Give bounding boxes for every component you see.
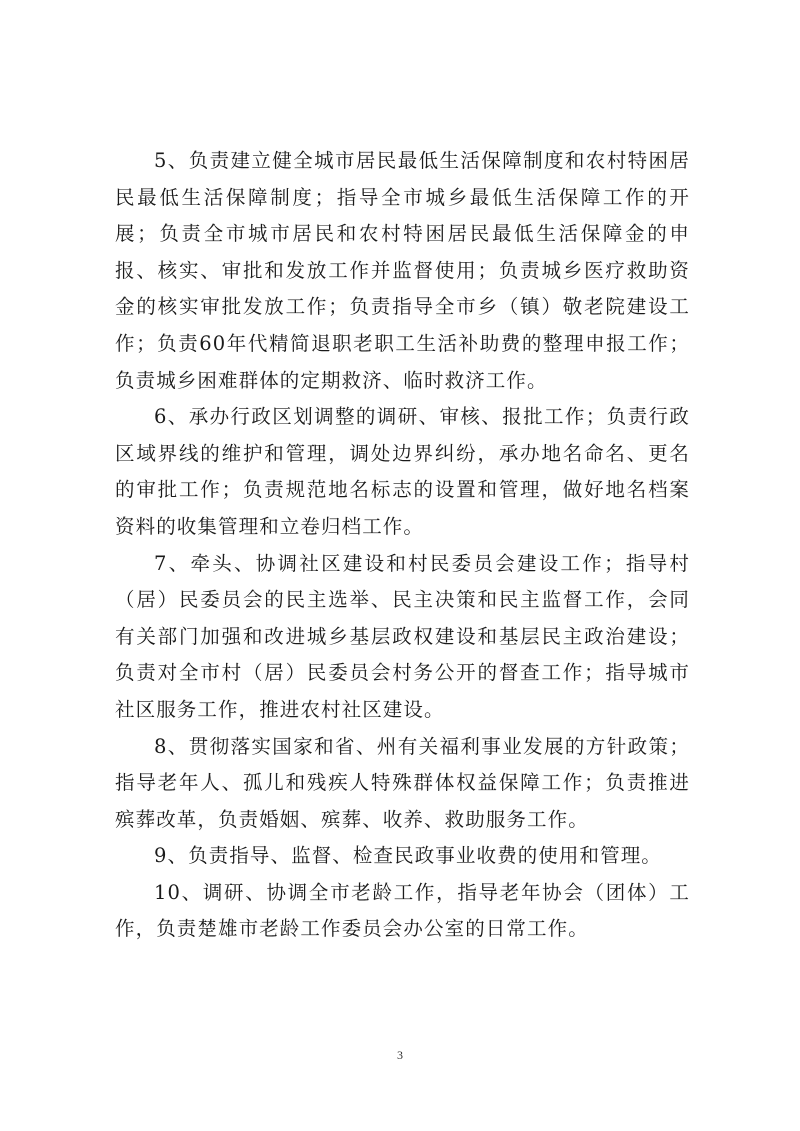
document-body [115,143,690,948]
paragraph-item-9: 9、负责指导、监督、检查民政事业收费的使用和管理。 [154,844,662,868]
page-number: 3 [397,1048,403,1062]
paragraph-item-8: 8、贯彻落实国家和省、州有关福利事业发展的方针政策；指导老年人、孤儿和残疾人特殊群体权益保障工作；负责推进殡葬改革，负责婚姻、殡葬、收养、救助服务工作。 [115,734,690,831]
paragraph-item-7: 7、牵头、协调社区建设和村民委员会建设工作；指导村（居）民委员会的民主选举、民主决策和民主监督工作，会同有关部门加强和改进城乡基层政权建设和基层民主政治建设；负责对全市村（居）民委员会村务公开的督查工作；指导城市社区服务工作，推进农村社区建设。 [115,551,690,721]
paragraph-item-6: 6、承办行政区划调整的调研、审核、报批工作；负责行政区域界线的维护和管理，调处边界纠纷，承办地名命名、更名的审批工作；负责规范地名标志的设置和管理，做好地名档案资料的收集管理和立卷归档工作。 [115,405,690,538]
paragraph-item-10: 10、调研、协调全市老龄工作，指导老年协会（团体）工作，负责楚雄市老龄工作委员会办公室的日常工作。 [115,880,690,941]
paragraph-item-5: 5、负责建立健全城市居民最低生活保障制度和农村特困居民最低生活保障制度；指导全市城乡最低生活保障工作的开展；负责全市城市居民和农村特困居民最低生活保障金的申报、核实、审批和发放工作并监督使用；负责城乡医疗救助资金的核实审批发放工作；负责指导全市乡（镇）敬老院建设工作；负责60年代精简退职老职工生活补助费的整理申报工作；负责城乡困难群体的定期救济、临时救济工作。 [115,149,690,392]
